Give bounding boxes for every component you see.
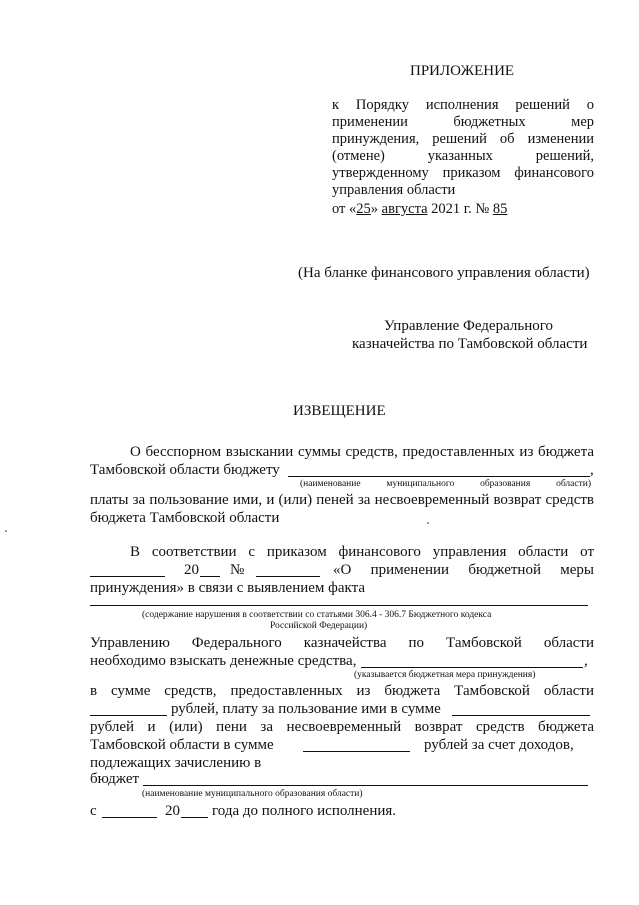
p3-line-8: бюджет bbox=[90, 771, 140, 787]
p1-line-2: Тамбовской области бюджету bbox=[90, 462, 280, 478]
p3-line-7: подлежащих зачислению в bbox=[90, 755, 262, 771]
attachment-ref-line-3: принуждения, решений об изменении bbox=[332, 131, 594, 147]
p3-measure-blank bbox=[361, 667, 583, 668]
p3-budget-caption: (наименование муниципального образования области) bbox=[142, 789, 363, 799]
p2-year-20: 20 bbox=[184, 562, 199, 578]
p3-budget-blank bbox=[143, 785, 588, 786]
p2-number-sign: № bbox=[230, 562, 245, 578]
p2-line-1: В соответствии с приказом финансового управления области от bbox=[130, 544, 594, 560]
addressee-line-1: Управление Федерального bbox=[384, 318, 553, 334]
p2-violation-blank bbox=[90, 605, 588, 606]
p1-municipality-caption: (наименование муниципального образования области) bbox=[300, 479, 591, 489]
p3-line-6-start: Тамбовской области в сумме bbox=[90, 737, 274, 753]
attachment-ref-line-6: управления области bbox=[332, 182, 456, 198]
p3-line-9-year: 20 bbox=[165, 803, 180, 819]
p2-violation-caption-1: (содержание нарушения в соответствии со статьями 306.4 - 306.7 Бюджетного кодекса bbox=[142, 610, 492, 620]
p3-start-year-blank bbox=[181, 817, 208, 818]
letterhead-note: (На бланке финансового управления области) bbox=[298, 265, 590, 281]
p2-order-title: «О применении бюджетной меры bbox=[333, 562, 594, 578]
p1-line-2-comma: , bbox=[590, 462, 594, 478]
date-number: 85 bbox=[492, 201, 508, 217]
attachment-date-line bbox=[332, 201, 507, 218]
addressee-line-2: казначейства по Тамбовской области bbox=[352, 336, 588, 352]
p3-line-2-comma: , bbox=[584, 653, 588, 669]
date-month: августа bbox=[381, 201, 428, 217]
p2-number-blank bbox=[256, 576, 320, 577]
p3-line-9-c: с bbox=[90, 803, 97, 819]
p1-line-3: платы за пользование ими, и (или) пеней за несвоевременный возврат средств bbox=[90, 492, 594, 508]
p3-amount-blank bbox=[90, 715, 167, 716]
scan-speck bbox=[5, 530, 7, 532]
p3-line-3: в сумме средств, предоставленных из бюджета Тамбовской области bbox=[90, 683, 594, 699]
p3-line-1: Управлению Федерального казначейства по Тамбовской области bbox=[90, 635, 594, 651]
p3-line-5: рублей и (или) пени за несвоевременный возврат средств бюджета bbox=[90, 719, 594, 735]
p2-date-blank bbox=[90, 576, 165, 577]
p2-line-3: принуждения» в связи с выявлением факта bbox=[90, 580, 366, 596]
notice-heading: ИЗВЕЩЕНИЕ bbox=[293, 403, 386, 419]
attachment-ref-line-2: применении бюджетных мер bbox=[332, 114, 594, 130]
p3-fee-blank bbox=[452, 715, 590, 716]
p1-line-4: бюджета Тамбовской области bbox=[90, 510, 280, 526]
p2-year-blank bbox=[200, 576, 220, 577]
p3-line-6-end: рублей за счет доходов, bbox=[424, 737, 574, 753]
p3-line-2: необходимо взыскать денежные средства, bbox=[90, 653, 357, 669]
p2-violation-caption-2: Российской Федерации) bbox=[270, 621, 368, 631]
attachment-ref-line-5: утвержденному приказом финансового bbox=[332, 165, 594, 181]
attachment-title: ПРИЛОЖЕНИЕ bbox=[410, 63, 515, 79]
p1-line-1: О бесспорном взыскании суммы средств, предоставленных из бюджета bbox=[130, 444, 594, 460]
p3-start-date-blank bbox=[102, 817, 157, 818]
p3-penalty-blank bbox=[303, 751, 410, 752]
date-day: 25 bbox=[356, 201, 371, 217]
date-year: 2021 г. № bbox=[427, 201, 493, 217]
date-mid: » bbox=[370, 201, 382, 217]
p3-line-4: рублей, плату за пользование ими в сумме bbox=[171, 701, 441, 717]
p1-municipality-blank bbox=[288, 476, 590, 477]
attachment-ref-line-1: к Порядку исполнения решений о bbox=[332, 97, 594, 113]
p3-measure-caption: (указывается бюджетная мера принуждения) bbox=[354, 670, 536, 680]
attachment-ref-line-4: (отмене) указанных решений, bbox=[332, 148, 594, 164]
scan-speck bbox=[427, 522, 429, 524]
date-prefix: от « bbox=[332, 201, 357, 217]
p3-line-9-rest: года до полного исполнения. bbox=[212, 803, 397, 819]
